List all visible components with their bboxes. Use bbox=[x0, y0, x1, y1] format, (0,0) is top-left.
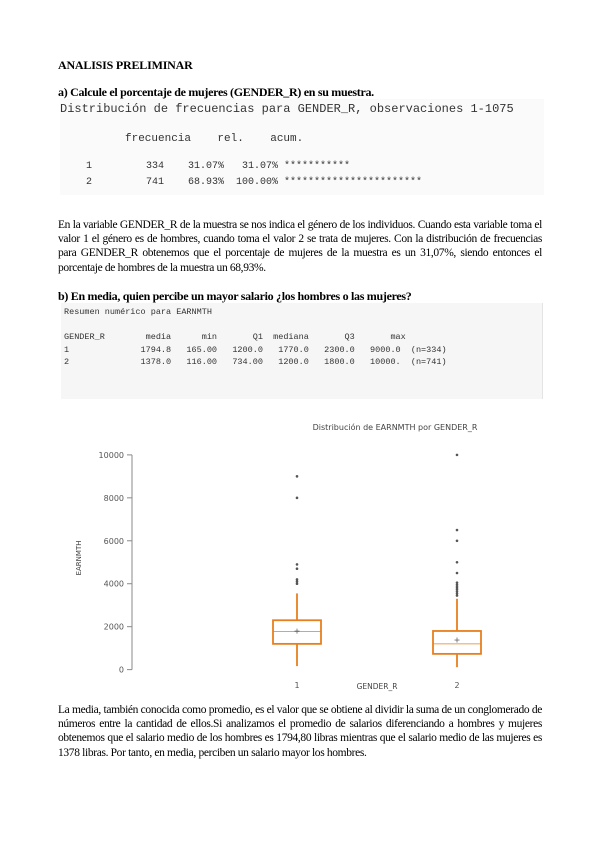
y-tick-label: 8000 bbox=[103, 493, 124, 503]
outlier-point bbox=[456, 454, 459, 457]
summary-table-title: Resumen numérico para EARNMTH bbox=[64, 307, 212, 317]
y-tick-label: 0 bbox=[118, 665, 124, 675]
y-tick-label: 2000 bbox=[103, 622, 124, 632]
y-tick-label: 10000 bbox=[98, 450, 124, 460]
outlier-point bbox=[456, 572, 459, 575]
summary-table-header: GENDER_R media min Q1 mediana Q3 max bbox=[64, 332, 406, 342]
frequency-table-header: frecuencia rel. acum. bbox=[125, 133, 304, 145]
earnings-boxplot bbox=[60, 412, 523, 694]
x-axis-label: GENDER_R bbox=[356, 682, 398, 691]
section-heading: ANALISIS PRELIMINAR bbox=[58, 58, 193, 72]
outlier-point bbox=[456, 581, 459, 584]
x-category-label: 2 bbox=[454, 680, 460, 690]
summary-table-row: 2 1378.0 116.00 734.00 1200.0 1800.0 10000. (n=741) bbox=[64, 357, 447, 367]
chart-title: Distribución de EARNMTH por GENDER_R bbox=[312, 423, 478, 432]
outlier-point bbox=[456, 529, 459, 532]
question-b: b) En media, quien percibe un mayor salario ¿los hombres o las mujeres? bbox=[58, 289, 412, 303]
frequency-table-row: 1 334 31.07% 31.07% *********** bbox=[86, 161, 351, 172]
outlier-point bbox=[296, 475, 299, 478]
outlier-point bbox=[296, 497, 299, 500]
outlier-point bbox=[296, 563, 299, 566]
outlier-point bbox=[296, 578, 299, 581]
y-tick-label: 6000 bbox=[103, 536, 124, 546]
outlier-point bbox=[456, 539, 459, 542]
frequency-table-row: 2 741 68.93% 100.00% *********************** bbox=[86, 177, 423, 188]
outlier-point bbox=[296, 567, 299, 570]
outlier-point bbox=[456, 561, 459, 564]
paragraph-gender: En la variable GENDER_R de la muestra se nos indica el género de los individuos. Cuando esta variable toma el valor 1 el género es de hombres, cuando toma el valor 2 se trata de mujeres. Con la distribución de frecuencias para GENDER_R obtenemos que el porcentaje de mujeres de la muestra es un 31,07%, siendo entonces el porcentaje de hombres de la muestra un 68,93%. bbox=[58, 219, 542, 274]
frequency-table-title: Distribución de frecuencias para GENDER_R, observaciones 1-1075 bbox=[60, 102, 514, 116]
y-tick-label: 4000 bbox=[103, 579, 124, 589]
summary-table-row: 1 1794.8 165.00 1200.0 1770.0 2300.0 9000.0 (n=334) bbox=[64, 345, 447, 355]
paragraph-mean: La media, también conocida como promedio, es el valor que se obtiene al dividir la suma de un conglomerado de números entre la cantidad de ellos.Si analizamos el promedio de salarios diferenciando a hombres y mujeres obtenemos que el salario medio de los hombres es 1794,80 libras mientras que el salario medio de las mujeres es 1378 libras. Por tanto, en media, perciben un salario mayor los hombres. bbox=[58, 704, 542, 759]
x-category-label: 1 bbox=[294, 680, 300, 690]
question-a: a) Calcule el porcentaje de mujeres (GENDER_R) en su muestra. bbox=[58, 85, 374, 99]
y-axis-label: EARNMTH bbox=[75, 540, 83, 576]
